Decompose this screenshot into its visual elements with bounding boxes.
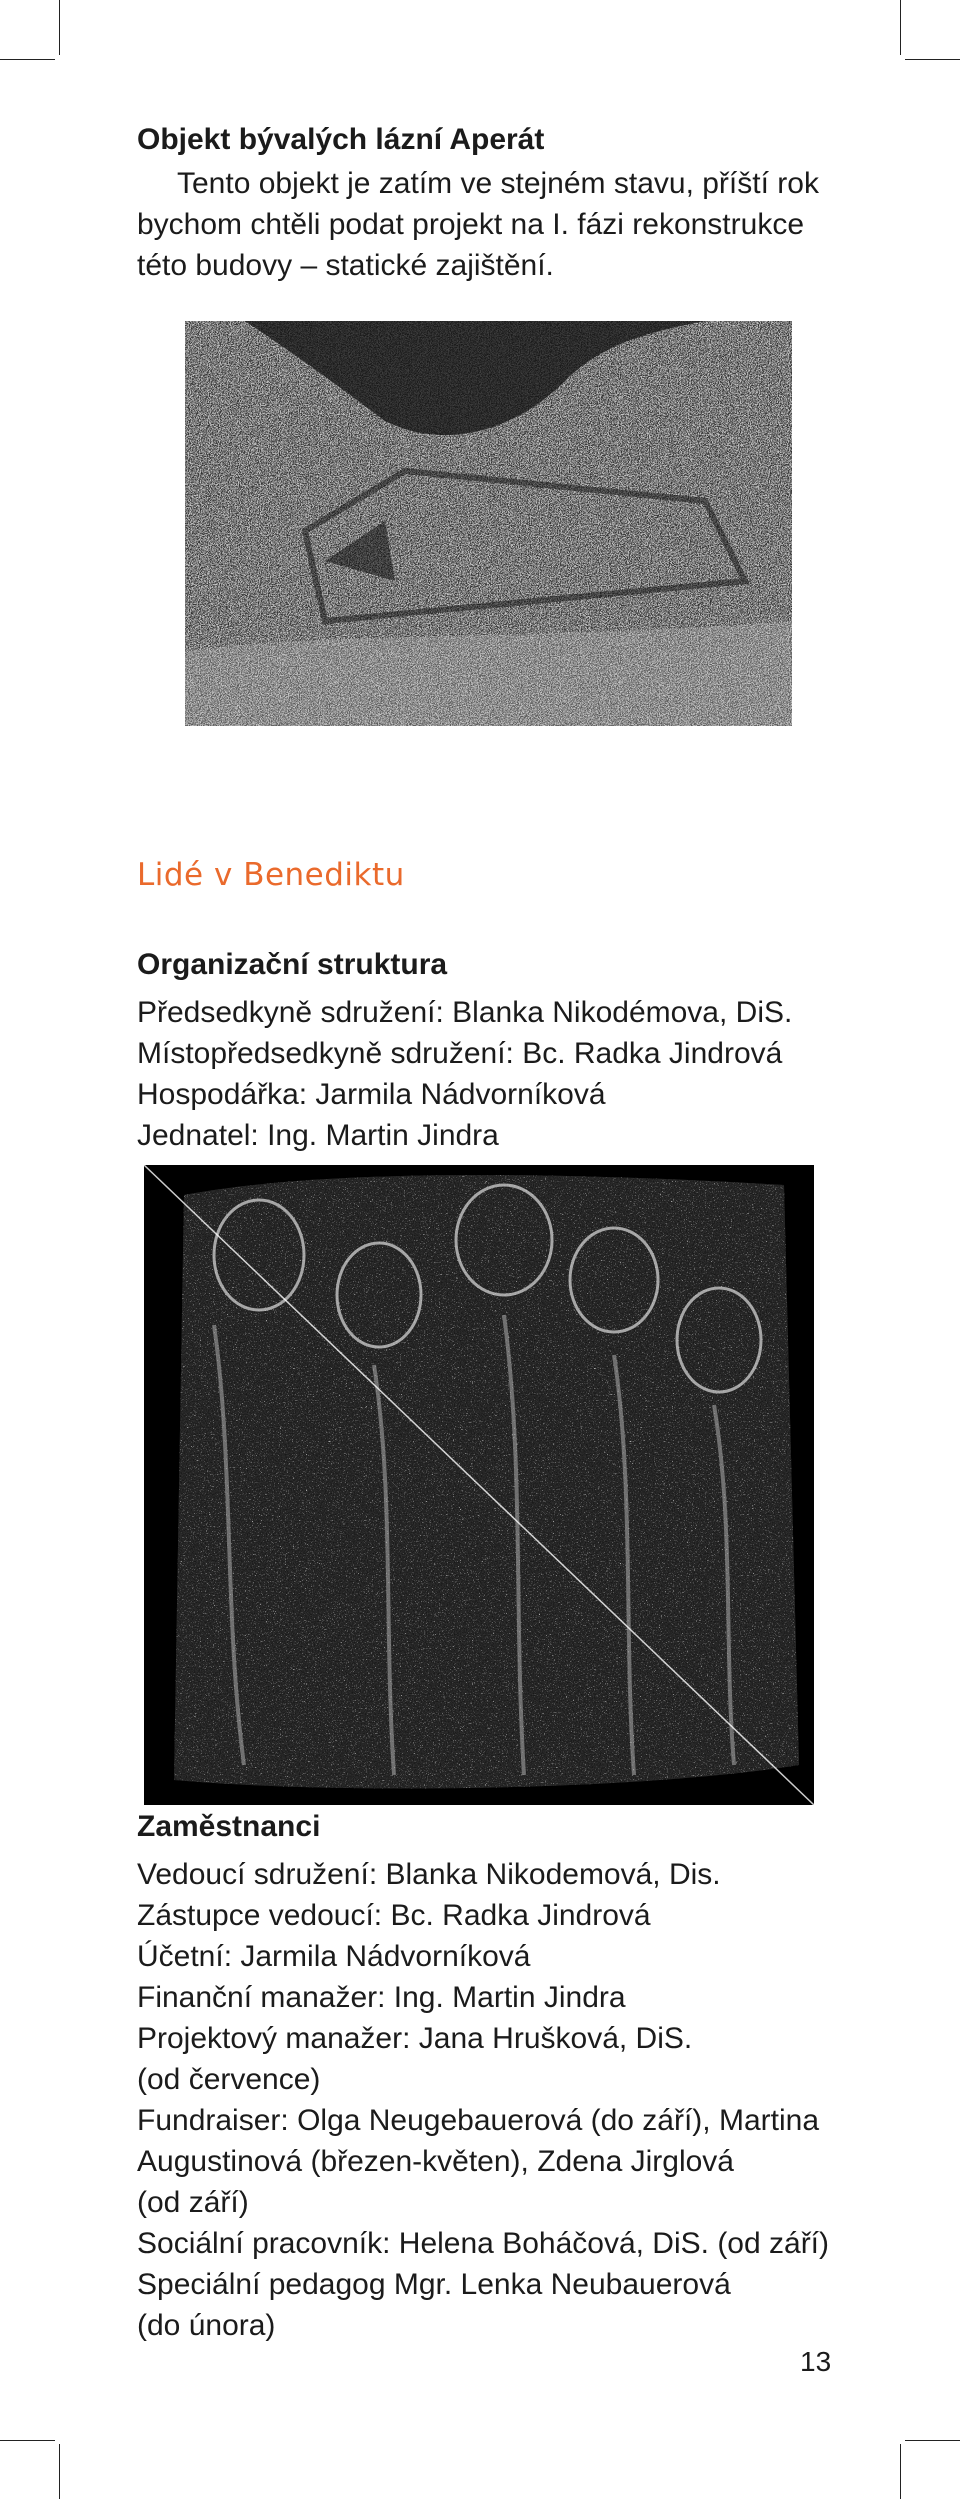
staff-line-3: Účetní: Jarmila Nádvorníková	[137, 1940, 531, 1973]
heading-staff: Zaměstnanci	[137, 1810, 321, 1843]
org-line-3: Hospodářka: Jarmila Nádvorníková	[137, 1078, 606, 1111]
crop-mark-bottom-left-h	[0, 2440, 55, 2441]
staff-line-2: Zástupce vedoucí: Bc. Radka Jindrová	[137, 1899, 651, 1932]
people-group-photo-graphic	[144, 1165, 814, 1805]
staff-line-10: Sociální pracovník: Helena Boháčová, DiS. (od září)	[137, 2227, 830, 2260]
page-number: 13	[800, 2346, 832, 2377]
people-group-photo	[144, 1165, 814, 1805]
crop-mark-bottom-right-h	[905, 2440, 960, 2441]
org-line-4: Jednatel: Ing. Martin Jindra	[137, 1119, 499, 1152]
section-heading-aperat: Objekt bývalých lázní Aperát	[137, 123, 545, 156]
section-title-people: Lidé v Benediktu	[137, 857, 405, 893]
aperat-building-photo-graphic	[185, 321, 792, 726]
aperat-building-photo	[185, 321, 792, 726]
staff-line-7: Fundraiser: Olga Neugebauerová (do září), Martina	[137, 2104, 820, 2137]
crop-mark-top-left-h	[0, 59, 55, 60]
staff-line-12: (do února)	[137, 2309, 276, 2342]
crop-mark-top-left	[59, 0, 60, 55]
aperat-paragraph-line-3: této budovy – statické zajištění.	[137, 249, 554, 282]
heading-org-structure: Organizační struktura	[137, 948, 448, 981]
crop-mark-bottom-left	[59, 2444, 60, 2499]
org-line-1: Předsedkyně sdružení: Blanka Nikodémova, DiS.	[137, 996, 793, 1029]
staff-line-4: Finanční manažer: Ing. Martin Jindra	[137, 1981, 626, 2014]
crop-mark-top-right-h	[905, 59, 960, 60]
staff-line-5: Projektový manažer: Jana Hrušková, DiS.	[137, 2022, 693, 2055]
staff-line-6: (od července)	[137, 2063, 321, 2096]
org-line-2: Místopředsedkyně sdružení: Bc. Radka Jindrová	[137, 1037, 783, 1070]
staff-line-11: Speciální pedagog Mgr. Lenka Neubauerová	[137, 2268, 731, 2301]
staff-line-1: Vedoucí sdružení: Blanka Nikodemová, Dis.	[137, 1858, 721, 1891]
staff-line-9: (od září)	[137, 2186, 249, 2219]
crop-mark-top-right	[900, 0, 901, 55]
aperat-paragraph-line-1: Tento objekt je zatím ve stejném stavu, příští rok	[177, 167, 819, 200]
aperat-paragraph-line-2: bychom chtěli podat projekt na I. fázi rekonstrukce	[137, 208, 805, 241]
staff-line-8: Augustinová (březen-květen), Zdena Jirglová	[137, 2145, 734, 2178]
crop-mark-bottom-right	[900, 2444, 901, 2499]
aperat-paragraph	[137, 163, 857, 286]
